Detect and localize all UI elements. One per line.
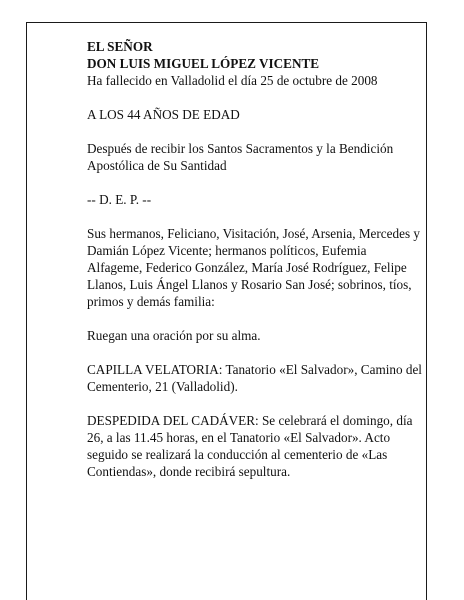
obituary-text bbox=[87, 38, 423, 497]
title-line-2: DON LUIS MIGUEL LÓPEZ VICENTE bbox=[87, 56, 320, 71]
obituary-header bbox=[87, 38, 423, 89]
chapel-paragraph: CAPILLA VELATORIA: Tanatorio «El Salvador», Camino del Cementerio, 21 (Valladolid). bbox=[87, 362, 422, 394]
dep-paragraph: -- D. E. P. -- bbox=[87, 192, 152, 207]
prayer-paragraph: Ruegan una oración por su alma. bbox=[87, 328, 261, 343]
death-line: Ha fallecido en Valladolid el día 25 de octubre de 2008 bbox=[87, 73, 378, 88]
age-paragraph: A LOS 44 AÑOS DE EDAD bbox=[87, 107, 240, 122]
farewell-paragraph: DESPEDIDA DEL CADÁVER: Se celebrará el domingo, día 26, a las 11.45 horas, en el Tanatorio «El Salvador». Acto seguido se realizará la conducción al cementerio de «Las Contiendas», donde recibirá sepultura. bbox=[87, 413, 413, 479]
family-paragraph: Sus hermanos, Feliciano, Visitación, José, Arsenia, Mercedes y Damián López Vicente; hermanos políticos, Eufemia Alfageme, Federico González, María José Rodríguez, Felipe Llanos, Luis Ángel Llanos y Rosario San José; sobrinos, tíos, primos y demás familia: bbox=[87, 226, 420, 309]
sacraments-paragraph: Después de recibir los Santos Sacramentos y la Bendición Apostólica de Su Santidad bbox=[87, 141, 394, 173]
title-line-1: EL SEÑOR bbox=[87, 39, 153, 54]
